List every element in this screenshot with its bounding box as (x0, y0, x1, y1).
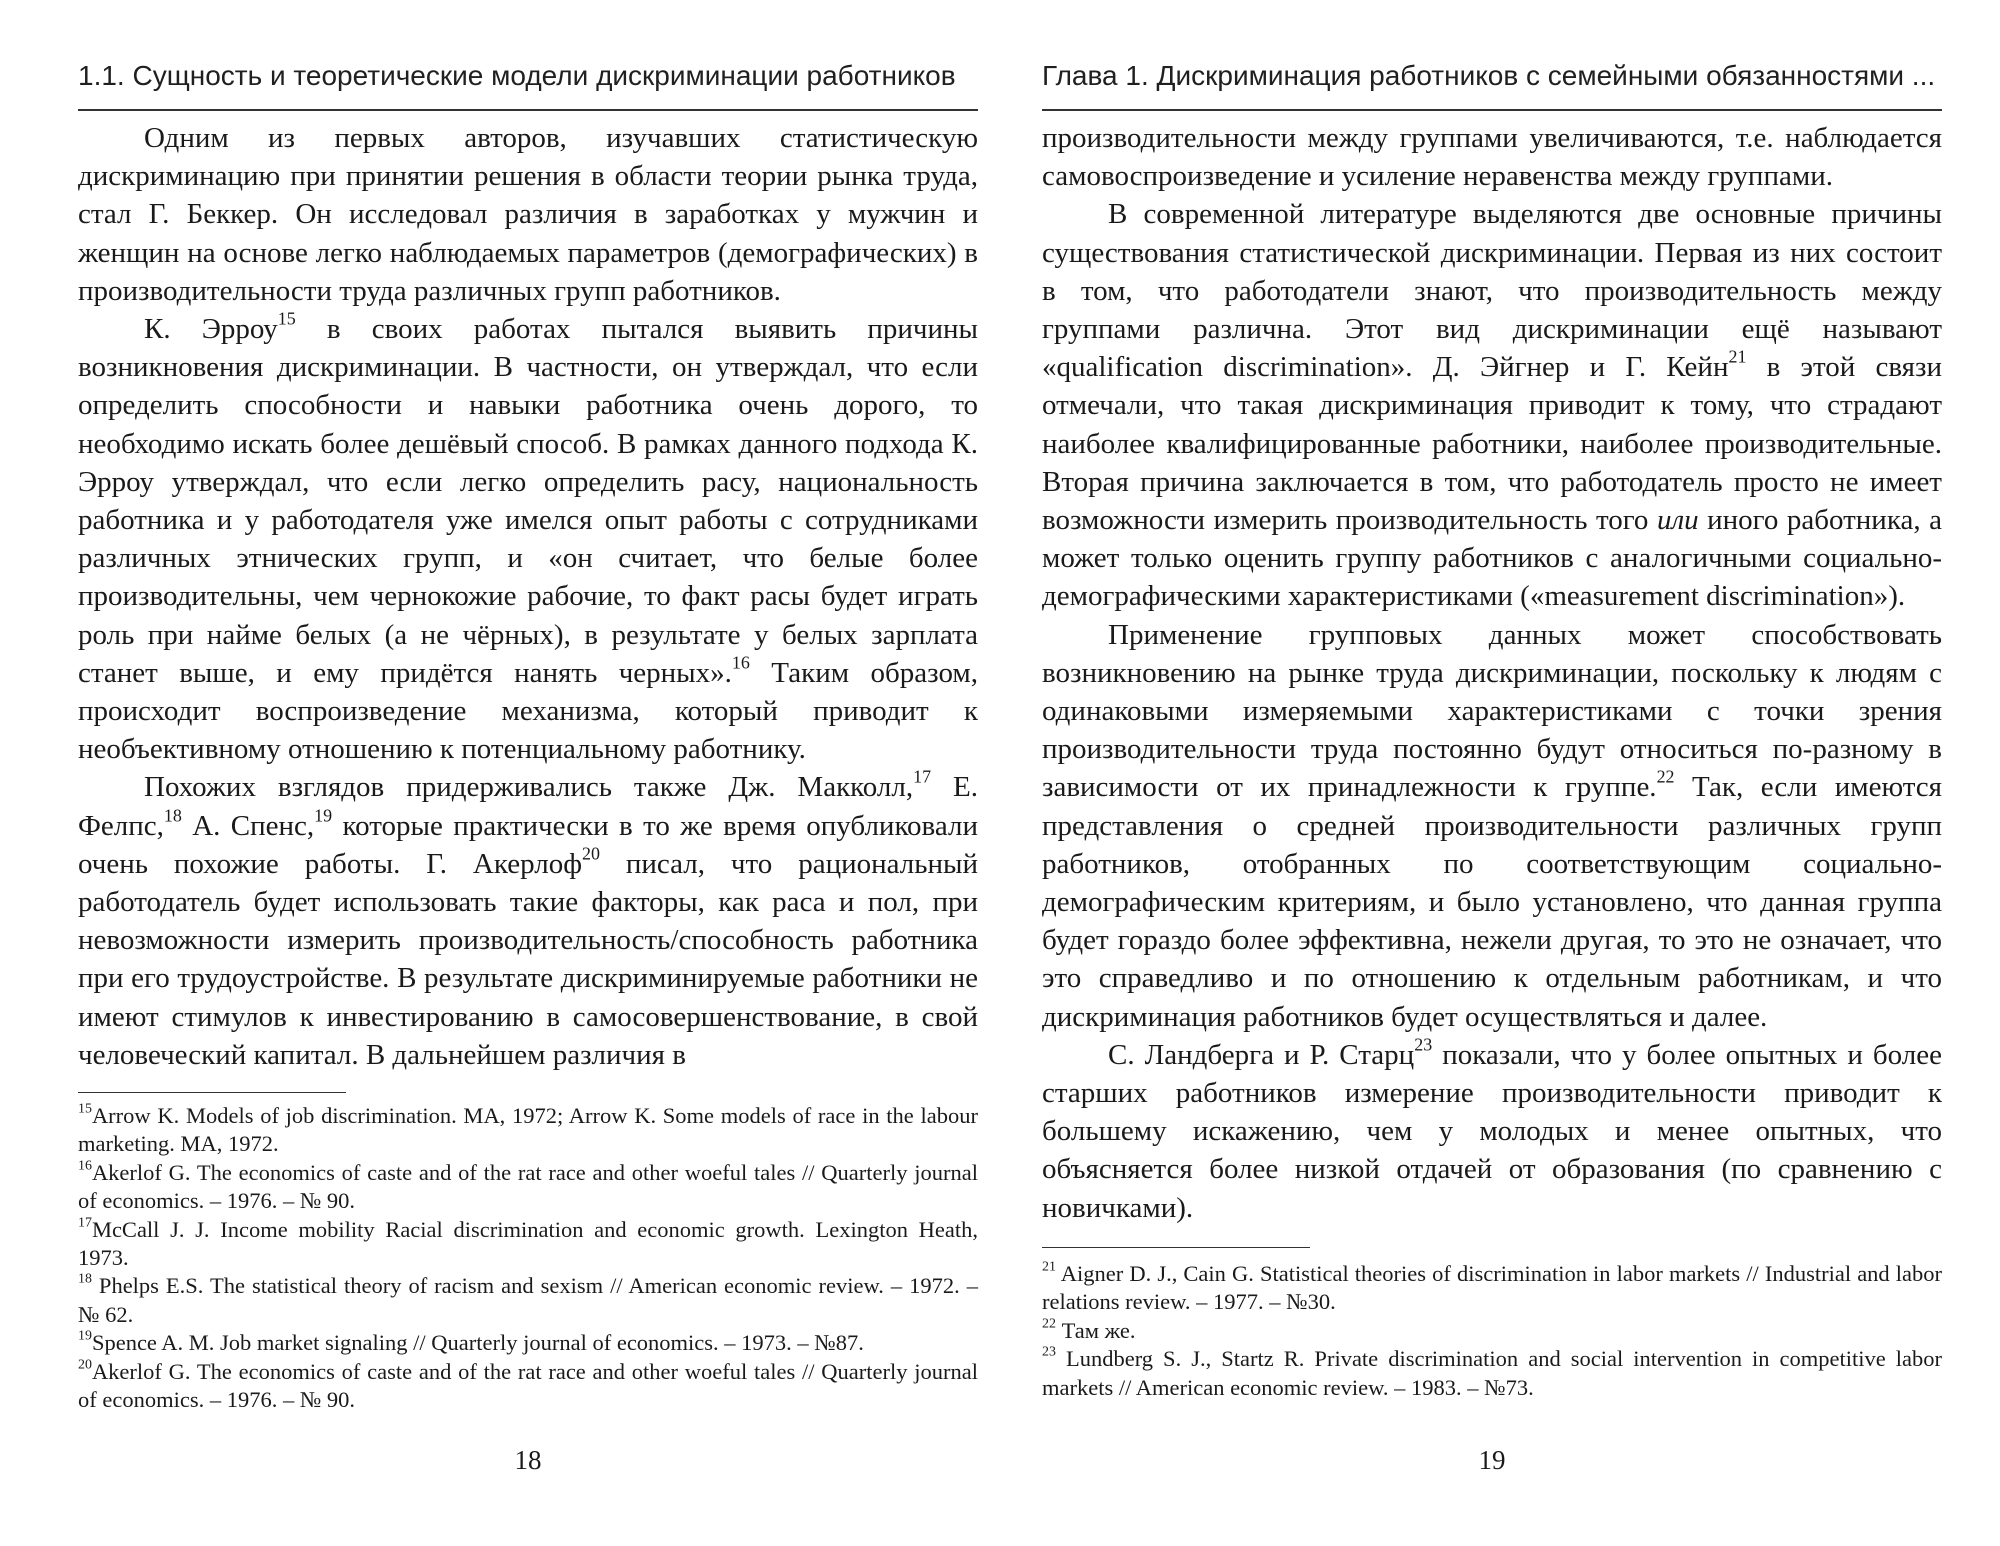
running-head: Глава 1. Дискриминация работников с семейными обязанностями ... (1042, 60, 1936, 91)
left-page (78, 0, 978, 1546)
footnote: $^{17}$McCall J. J. Income mobility Racial discrimination and economic growth. Lexington Heath, 1973. (78, 1215, 978, 1271)
footnotes (1042, 1260, 1942, 1402)
footnote: $^{20}$Akerlof G. The economics of caste and of the rat race and other woeful tales // Quarterly journal of economics. – 1976. – № 90. (78, 1357, 978, 1413)
running-head: 1.1. Сущность и теоретические модели дискриминации работников (78, 60, 956, 91)
footnote-ref[interactable]: 18 (163, 805, 182, 826)
body-text (78, 119, 978, 1074)
paragraph: Применение групповых данных может способствовать возникновению на рынке труда дискриминации, поскольку к людям с одинаковыми измеряемыми характеристиками с точки зрения производительности труда постоянно будут относиться по-разному в зависимости от их принадлежности к группе.$^{22}$ Так, если имеются представления о средней производительности различных групп работников, отобранных по соответствующим социально-демографическим критериям, и было установлено, что данная группа будет гораздо более эффективна, нежели другая, то это не означает, что это справедливо и по отношению к отдельным работникам, и что дискриминация работников будет осуществляться и далее. (1042, 618, 1942, 1033)
paragraph: Похожих взглядов придерживались также Дж. Макколл,$^{17}$ Е. Фелпс,$^{18}$ А. Спенс,$^{19}$ которые практически в то же время опубликовали очень похожие работы. Г. Акерлоф$^{20}$ писал, что рациональный работодатель будет использовать такие факторы, как раса и пол, при невозможности измерить производительность/способность работника при его трудоустройстве. В результате дискриминируемые работники не имеют стимулов к инвестированию в самосовершенствование, в свой человеческий капитал. В дальнейшем различия в (78, 766, 978, 1071)
footnote: $^{18}$ Phelps E.S. The statistical theory of racism and sexism // American economic review. – 1972. – № 62. (78, 1271, 978, 1327)
footnote: $^{16}$Akerlof G. The economics of caste and of the rat race and other woeful tales // Quarterly journal of economics. – 1976. – № 90. (78, 1158, 978, 1214)
footnote-ref[interactable]: 15 (277, 308, 296, 329)
paragraph: С. Ландберга и Р. Старц$^{23}$ показали, что у более опытных и более старших работников измерение производительности приводит к большему искажению, чем у молодых и менее опытных, что объясняется более низкой отдачей от образования (по сравнению с новичками). (1042, 1034, 1942, 1224)
header-rule (78, 109, 978, 111)
paragraph: К. Эрроу$^{15}$ в своих работах пытался выявить причины возникновения дискриминации. В частности, он утверждал, что если определить способности и навыки работника очень дорого, то необходимо искать более дешёвый способ. В рамках данного подхода К. Эрроу утверждал, что если легко определить расу, национальность работника и у работодателя уже имелся опыт работы с сотрудниками различных этнических групп, и «он считает, что белые более производительны, чем чернокожие рабочие, то факт расы будет играть роль при найме белых (а не чёрных), в результате у белых зарплата станет выше, и ему придётся нанять черных».$^{16}$ Таким образом, происходит воспроизведение механизма, который приводит к необъективному отношению к потенциальному работнику. (78, 308, 978, 766)
footnote-ref[interactable]: 17 (913, 766, 932, 787)
right-page (1042, 0, 1942, 1546)
paragraph: производительности между группами увеличиваются, т.е. наблюдается самовоспроизведение и усиление неравенства между группами. (1042, 122, 1942, 193)
paragraph: Одним из первых авторов, изучавших статистическую дискриминацию при принятии решения в области теории рынка труда, стал Г. Беккер. Он исследовал различия в заработках у мужчин и женщин на основе легко наблюдаемых параметров (демографических) в производительности труда различных групп работников. (78, 122, 978, 307)
footnote-separator (1042, 1247, 1310, 1248)
footnote-ref[interactable]: 22 (1656, 766, 1675, 787)
paragraph: В современной литературе выделяются две основные причины существования статистической дискриминации. Первая из них состоит в том, что работодатели знают, что производительность между группами различна. Этот вид дискриминации ещё называют «qualification discrimination». Д. Эйгнер и Г. Кейн$^{21}$ в этой связи отмечали, что такая дискриминация приводит к тому, что страдают наиболее квалифицированные работники, наиболее производительные. Вторая причина заключается в том, что работодатель просто не имеет возможности измерить производительность того или иного работника, а может только оценить группу работников с аналогичными социально-демографическими характеристиками («measurement discrimination»). (1042, 198, 1942, 613)
footnote: $^{21}$ Aigner D. J., Cain G. Statistical theories of discrimination in labor markets // Industrial and labor relations review. – 1977. – №30. (1042, 1259, 1942, 1315)
footnote-ref[interactable]: 19 (314, 805, 333, 826)
page-number: 18 (514, 1445, 542, 1475)
footnote-ref[interactable]: 21 (1728, 346, 1747, 367)
footnote: $^{15}$Arrow K. Models of job discrimination. MA, 1972; Arrow K. Some models of race in the labour marketing. MA, 1972. (78, 1101, 978, 1157)
footnote: $^{23}$ Lundberg S. J., Startz R. Private discrimination and social intervention in competitive labor markets // American economic review. – 1983. – №73. (1042, 1344, 1942, 1400)
footnote: $^{19}$Spence A. M. Job market signaling // Quarterly journal of economics. – 1973. – №87. (78, 1328, 864, 1356)
header-rule (1042, 109, 1942, 111)
footnote: $^{22}$ Там же. (1042, 1316, 1136, 1343)
body-text (1042, 119, 1942, 1227)
footnote-ref[interactable]: 23 (1414, 1034, 1433, 1055)
page-number: 19 (1478, 1445, 1506, 1475)
footnote-ref[interactable]: 20 (582, 843, 600, 864)
footnotes (78, 1102, 978, 1414)
footnote-ref[interactable]: 16 (731, 652, 750, 673)
footnote-separator (78, 1092, 346, 1093)
